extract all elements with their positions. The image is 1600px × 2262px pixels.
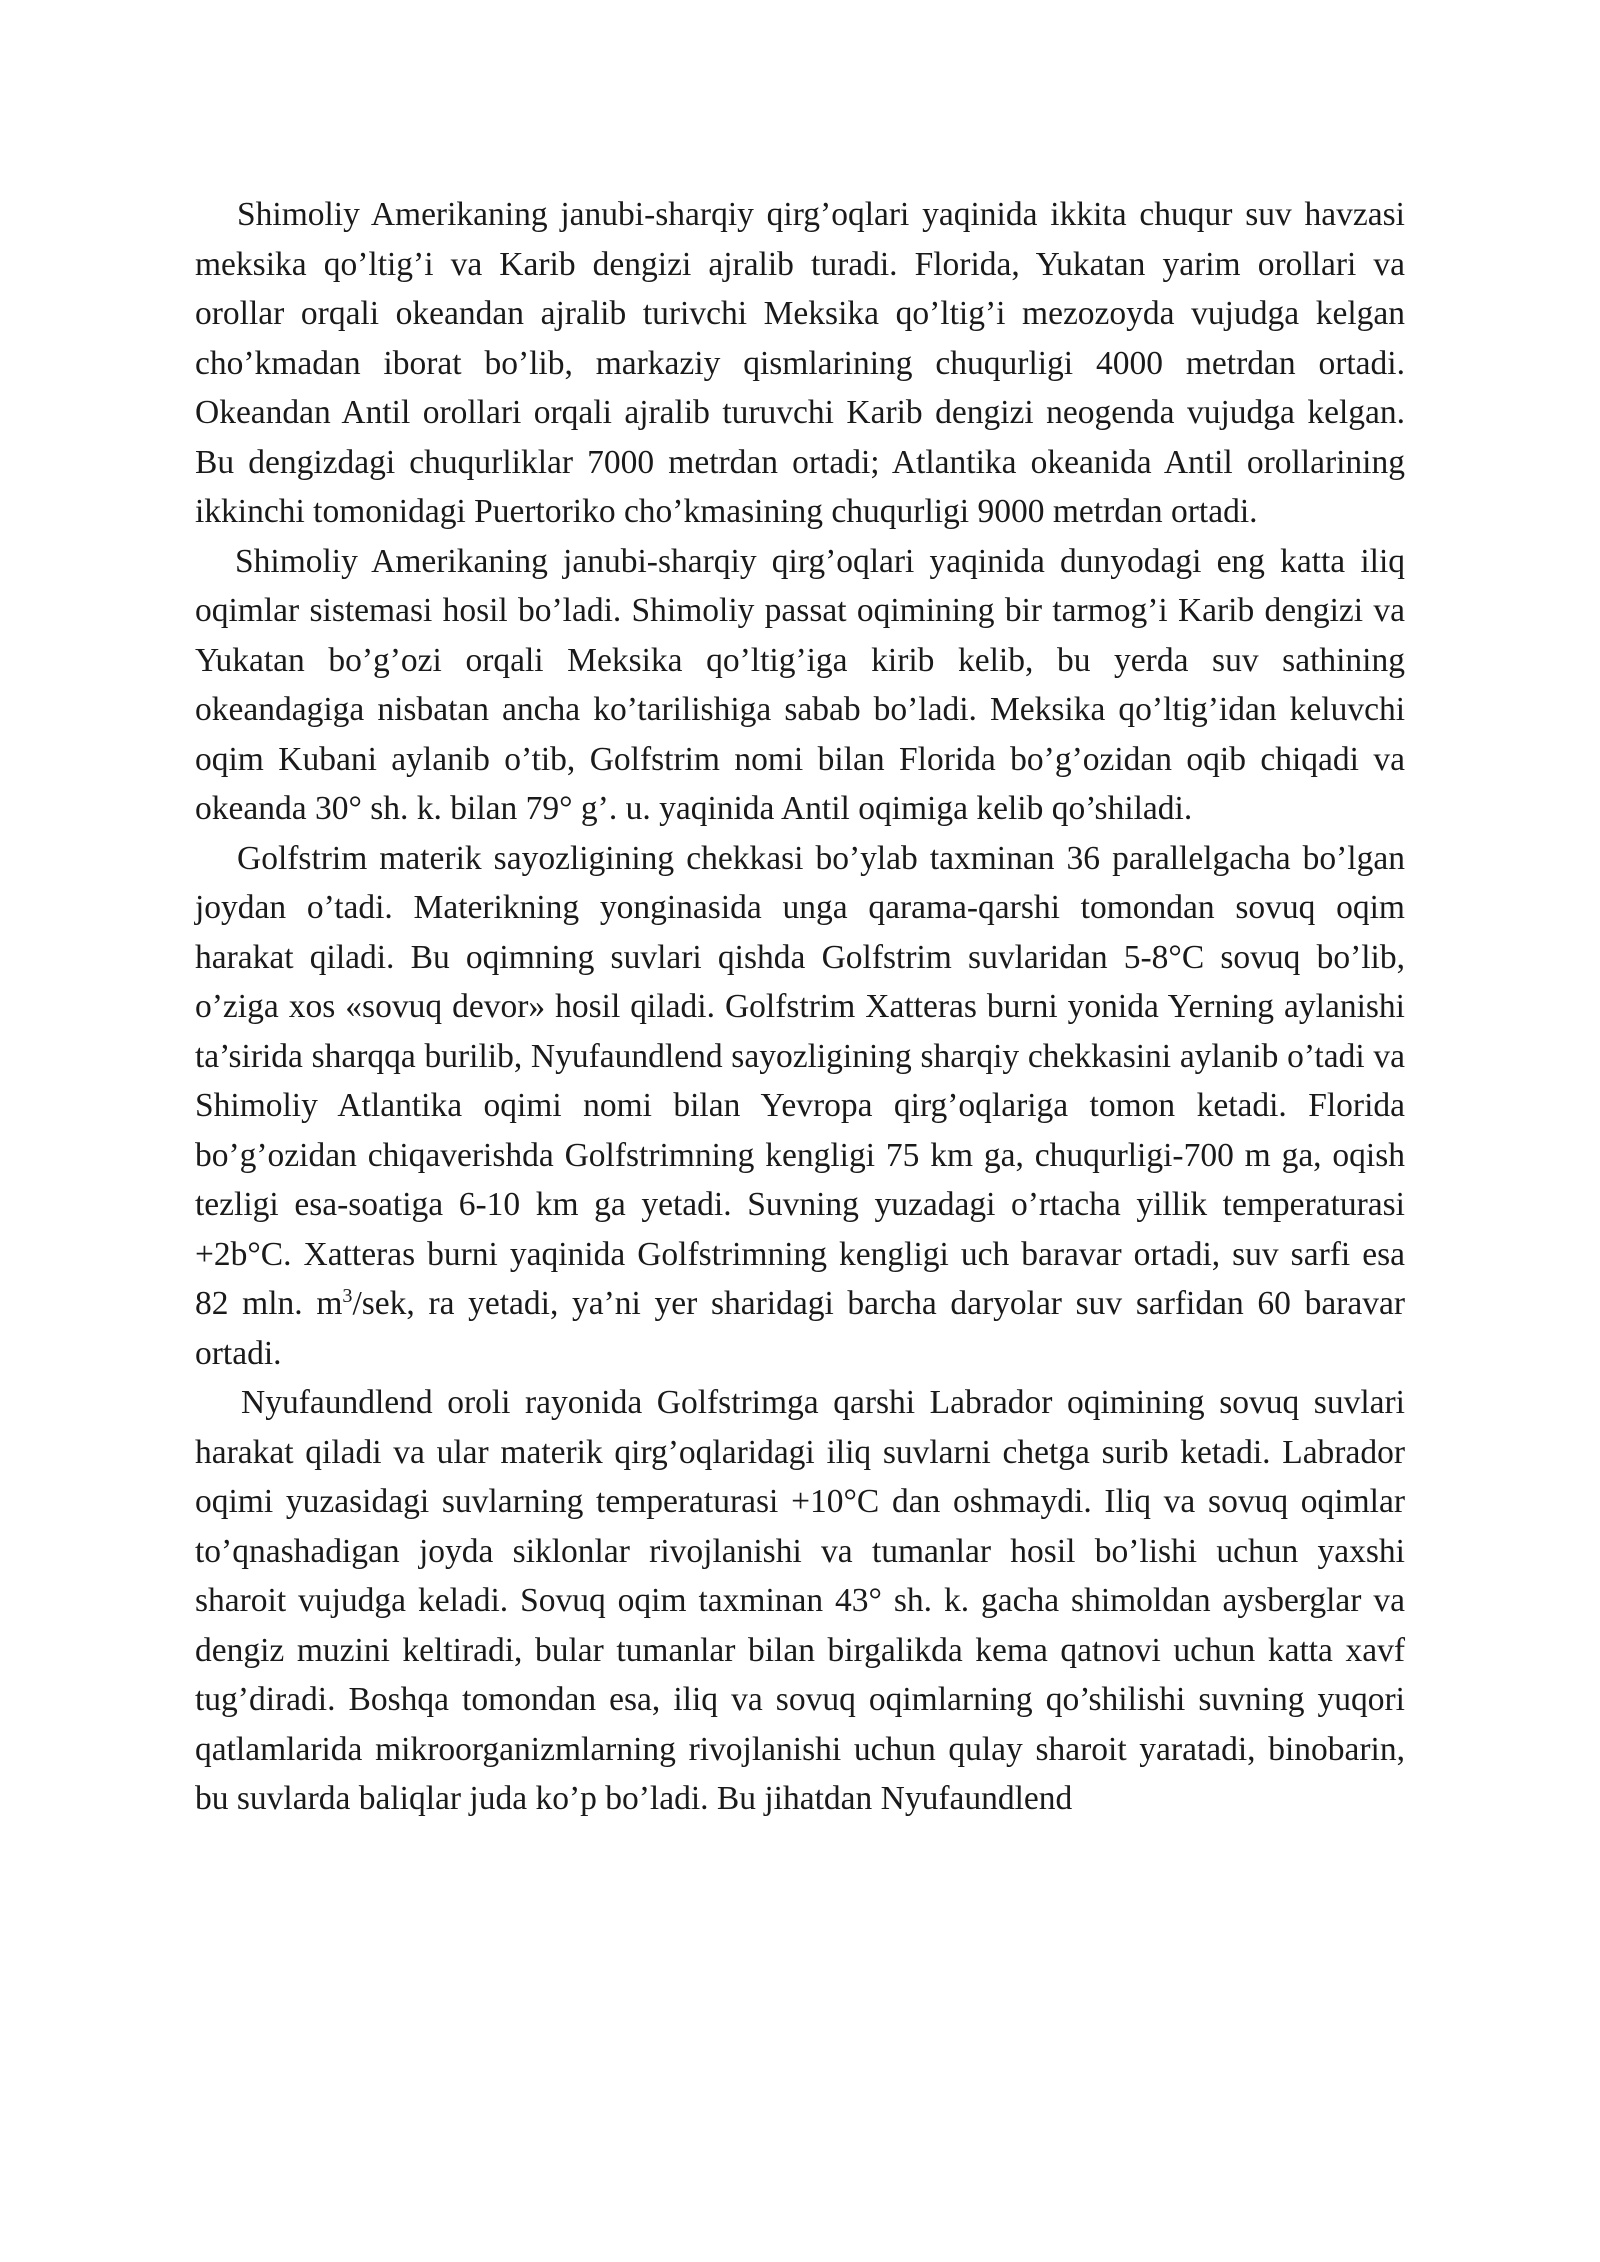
body-text bbox=[195, 190, 1405, 1824]
paragraph-2: Shimoliy Amerikaning janubi-sharqiy qirg’oqlari yaqinida dunyodagi eng katta iliq oqimlar sistemasi hosil bo’ladi. Shimoliy passat oqimining bir tarmog’i Karib dengizi va Yukatan bo’g’ozi orqali Meksika qo’ltig’iga kirib kelib, bu yerda suv sathining okeandagiga nisbatan ancha ko’tarilishiga sabab bo’ladi. Meksika qo’ltig’idan keluvchi oqim Kubani aylanib o’tib, Golfstrim nomi bilan Florida bo’g’ozidan oqib chiqadi va okeanda 30° sh. k. bilan 79° g’. u. yaqinida Antil oqimiga kelib qo’shiladi. bbox=[195, 542, 1405, 827]
paragraph-4: Nyufaundlend oroli rayonida Golfstrimga qarshi Labrador oqimining sovuq suvlari harakat qiladi va ular materik qirg’oqlaridagi iliq suvlarni chetga surib ketadi. Labrador oqimi yuzasidagi suvlarning temperaturasi +10°C dan oshmaydi. Iliq va sovuq oqimlar to’qnashadigan joyda siklonlar rivojlanishi va tumanlar hosil bo’lishi uchun yaxshi sharoit vujudga keladi. Sovuq oqim taxminan 43° sh. k. gacha shimoldan aysberglar va dengiz muzini keltiradi, bular tumanlar bilan birgalikda kema qatnovi uchun katta xavf tug’diradi. Boshqa tomondan esa, iliq va sovuq oqimlarning qo’shilishi suvning yuqori qatlamlarida mikroorganizmlarning rivojlanishi uchun qulay sharoit yaratadi, binobarin, bu suvlarda baliqlar juda ko’p bo’ladi. Bu jihatdan Nyufaundlend bbox=[195, 1384, 1405, 1817]
paragraph-3 bbox=[195, 834, 1405, 1379]
paragraph-1: Shimoliy Amerikaning janubi-sharqiy qirg’oqlari yaqinida ikkita chuqur suv havzasi meksika qo’ltig’i va Karib dengizi ajralib turadi. Florida, Yukatan yarim orollari va orollar orqali okeandan ajralib turivchi Meksika qo’ltig’i mezozoyda vujudga kelgan cho’kmadan iborat bo’lib, markaziy qismlarining chuqurligi 4000 metrdan ortadi. Okeandan Antil orollari orqali ajralib turuvchi Karib dengizi neogenda vujudga kelgan. Bu dengizdagi chuqurliklar 7000 metrdan ortadi; Atlantika okeanida Antil orollarining ikkinchi tomonidagi Puertoriko cho’kmasining chuqurligi 9000 metrdan ortadi. bbox=[195, 196, 1405, 530]
superscript-exponent: 3 bbox=[342, 1284, 353, 1307]
paragraph-3-text-after: /sek, ra yetadi, ya’ni yer sharidagi barcha daryolar suv sarfidan 60 baravar ortadi. bbox=[195, 1285, 1405, 1372]
paragraph-3-text-before: Golfstrim materik sayozligining chekkasi bo’ylab taxminan 36 parallelgacha bo’lgan joydan o’tadi. Materikning yonginasida unga qarama-qarshi tomondan sovuq oqim harakat qiladi. Bu oqimning suvlari qishda Golfstrim suvlaridan 5-8°C sovuq bo’lib, o’ziga xos «sovuq devor» hosil qiladi. Golfstrim Xatteras burni yonida Yerning aylanishi ta’sirida sharqqa burilib, Nyufaundlend sayozligining sharqiy chekkasini aylanib o’tadi va Shimoliy Atlantika oqimi nomi bilan Yevropa qirg’oqlariga tomon ketadi. Florida bo’g’ozidan chiqaverishda Golfstrimning kengligi 75 km ga, chuqurligi-700 m ga, oqish tezligi esa-soatiga 6-10 km ga yetadi. Suvning yuzadagi o’rtacha yillik temperaturasi +2b°C. Xatteras burni yaqinida Golfstrimning kengligi uch baravar ortadi, suv sarfi esa 82 mln. m bbox=[195, 839, 1405, 1322]
